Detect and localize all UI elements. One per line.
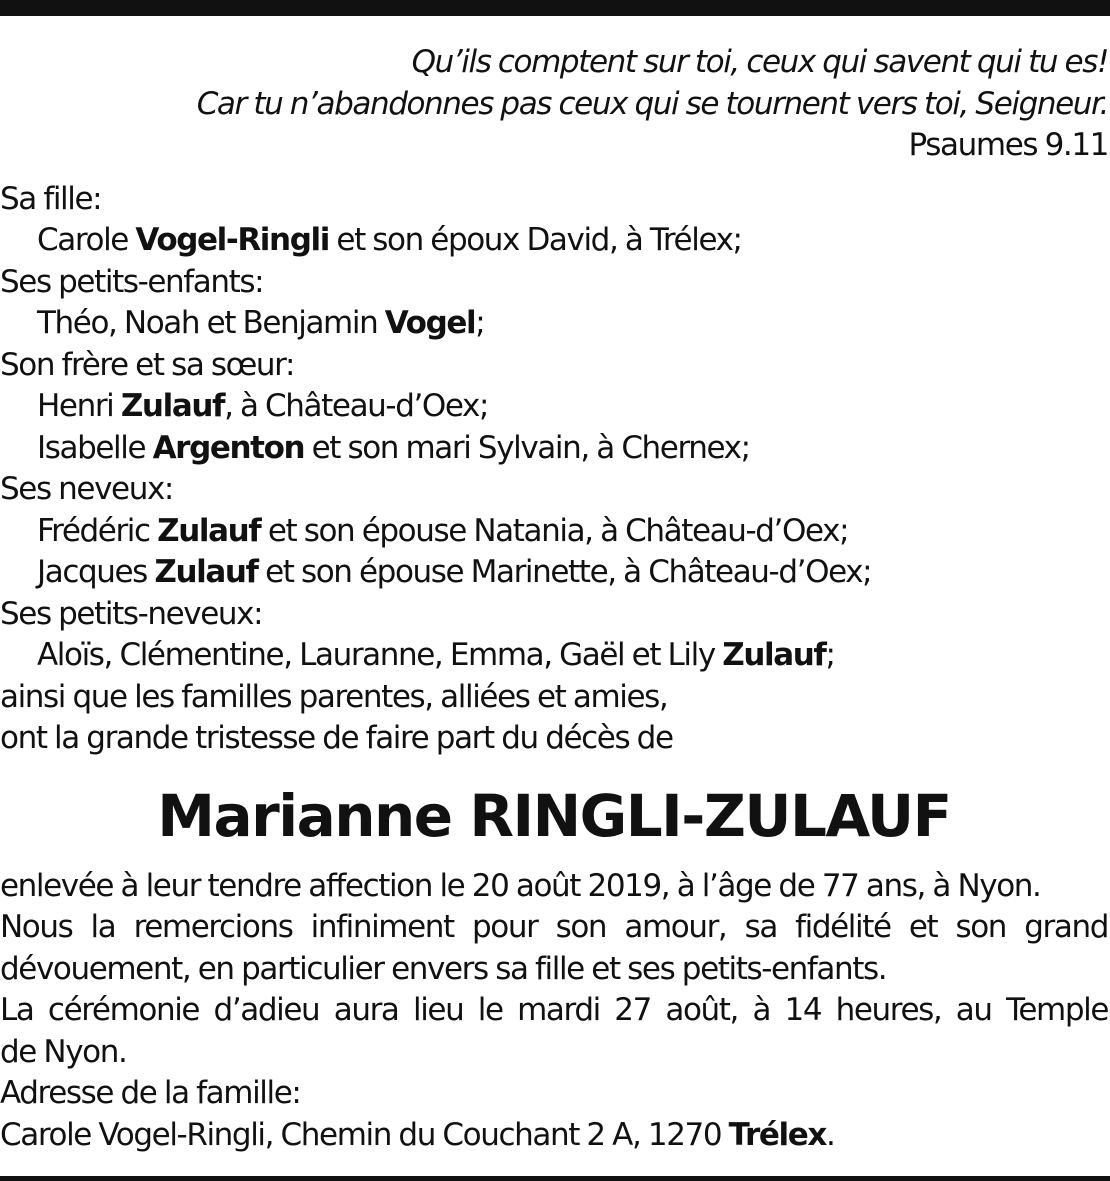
surname: Zulauf [157, 512, 261, 549]
surname: Zulauf [120, 388, 225, 424]
surname: Zulauf [722, 637, 826, 673]
family-list [0, 179, 1108, 760]
daughter-heading: Sa fille: [0, 180, 102, 217]
passing-line: enlevée à leur tendre affection le 20 août 2019, à l’âge de 77 ans, à Nyon. [0, 867, 1041, 904]
nephew-entry-2: Jacques Zulauf et son épouse Marinette, à Château-d’Oex; [37, 554, 872, 590]
nephew-entry-1: Frédéric Zulauf et son épouse Natania, à Château-d’Oex; [37, 512, 849, 549]
bottom-rule [0, 1176, 1110, 1181]
surname: Argenton [152, 429, 305, 466]
grandchildren-entry: Théo, Noah et Benjamin Vogel; [37, 305, 485, 341]
closing-line-2: ont la grande tristesse de faire part du décès de [0, 720, 673, 756]
grandnephews-entry: Aloïs, Clémentine, Lauranne, Emma, Gaël et Lily Zulauf; [37, 637, 835, 673]
bible-quote [0, 42, 1108, 167]
thanks-line-1: Nous la remercions infiniment pour son amour, sa fidélité et son grand [0, 909, 1108, 945]
thanks-line-2: dévouement, en particulier envers sa fille et ses petits-enfants. [0, 950, 887, 987]
quote-line-1: Qu’ils comptent sur toi, ceux qui savent qui tu es! [411, 44, 1108, 80]
top-rule [0, 0, 1110, 16]
family-address: Carole Vogel-Ringli, Chemin du Couchant 2 A, 1270 Trélex. [0, 1116, 835, 1153]
sister-entry: Isabelle Argenton et son mari Sylvain, à Chernex; [37, 429, 750, 466]
quote-line-2: Car tu n’abandonnes pas ceux qui se tournent vers toi, Seigneur. [196, 85, 1108, 122]
address-town: Trélex [728, 1116, 826, 1153]
nephews-heading: Ses neveux: [0, 471, 173, 507]
siblings-heading: Son frère et sa sœur: [0, 346, 295, 383]
daughter-entry: Carole Vogel-Ringli et son époux David, à Trélex; [37, 222, 742, 258]
quote-reference: Psaumes 9.11 [908, 127, 1108, 163]
brother-entry: Henri Zulauf, à Château-d’Oex; [37, 388, 489, 424]
notice-details [0, 866, 1108, 1157]
deceased-name: Marianne RINGLI-ZULAUF [157, 781, 951, 850]
address-heading: Adresse de la famille: [0, 1075, 301, 1111]
grandchildren-heading: Ses petits-enfants: [0, 263, 264, 300]
closing-line-1: ainsi que les familles parentes, alliées et amies, [0, 678, 668, 715]
death-notice [0, 42, 1108, 1156]
ceremony-line-2: de Nyon. [0, 1033, 127, 1070]
grandnephews-heading: Ses petits-neveux: [0, 595, 263, 632]
surname: Zulauf [154, 554, 258, 590]
surname: Vogel-Ringli [135, 222, 329, 258]
ceremony-line-1: La cérémonie d’adieu aura lieu le mardi 27 août, à 14 heures, au Temple [0, 992, 1108, 1028]
surname: Vogel [384, 305, 476, 341]
